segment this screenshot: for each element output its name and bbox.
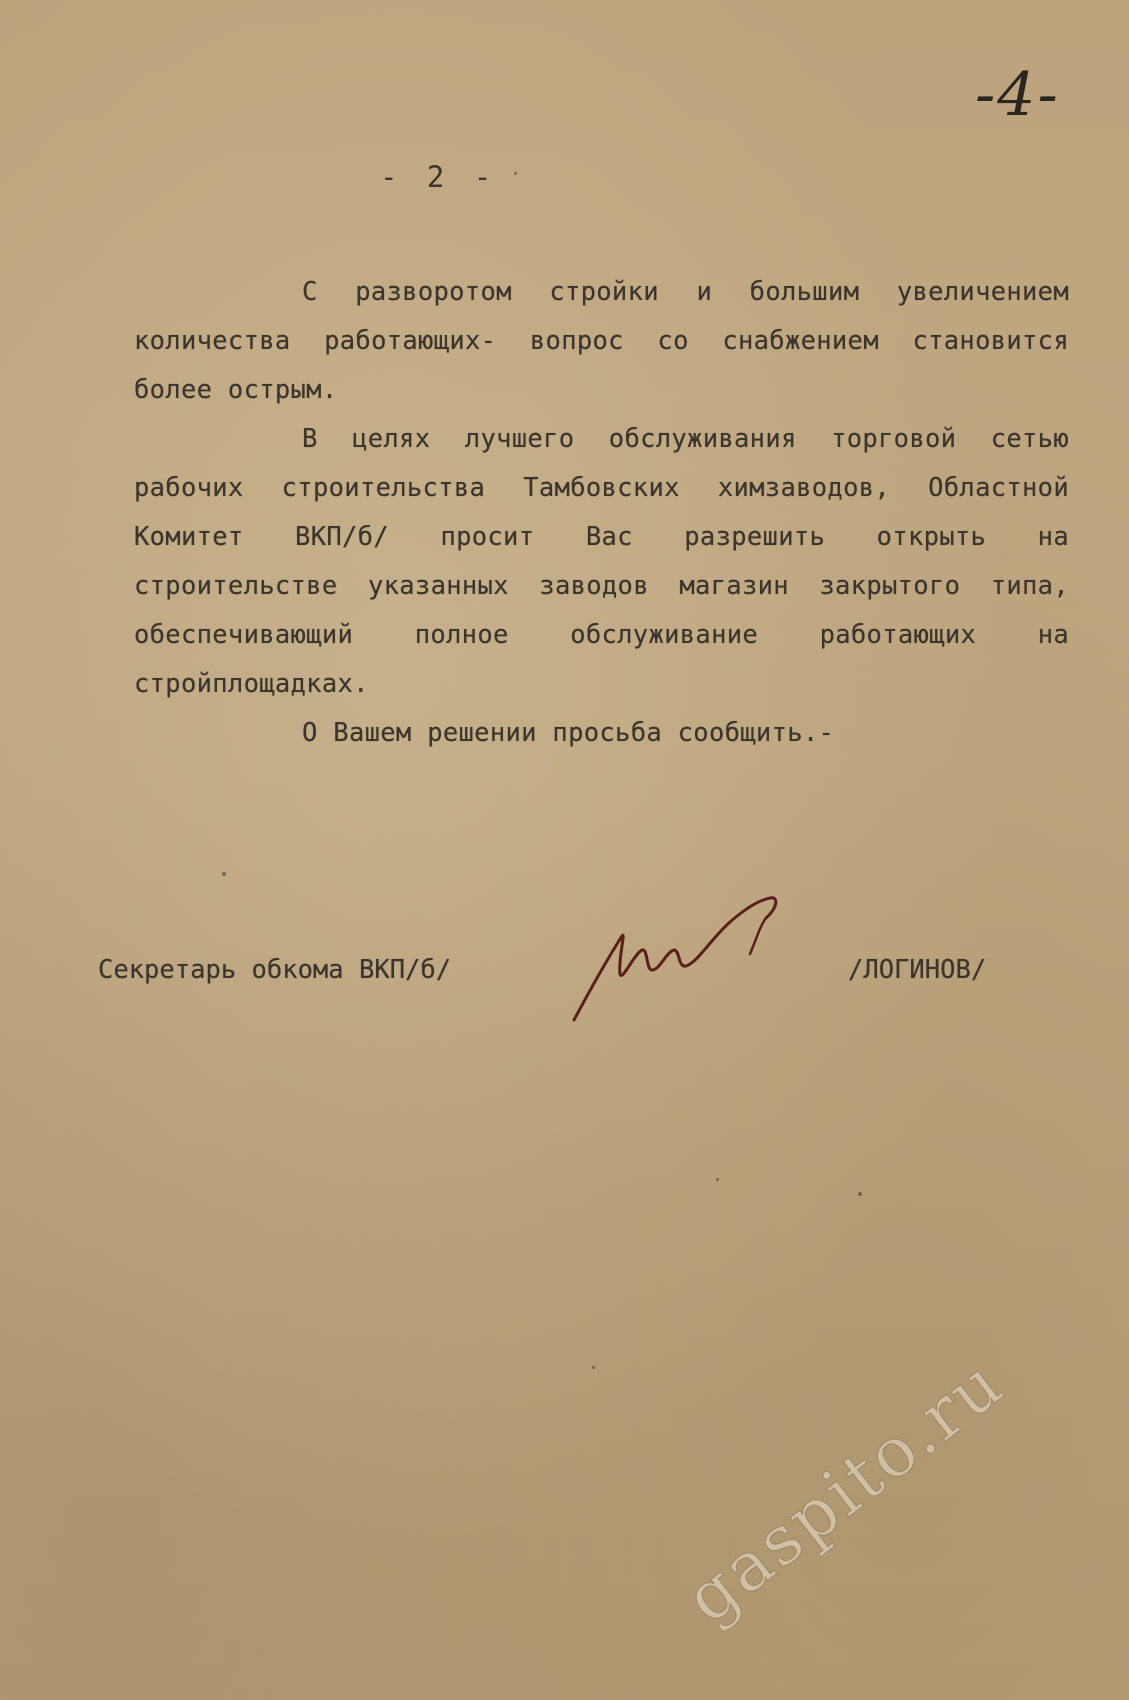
page-number: - 2 - [380, 160, 498, 194]
signatory-position: Секретарь обкома ВКП/б/ [98, 955, 452, 985]
paragraph: С разворотом стройки и большим увеличением количества работающих- вопрос со снабжением становится более острым. [134, 277, 1069, 405]
paper-speck [716, 1178, 719, 1181]
paragraph: О Вашем решении просьба сообщить.- [302, 718, 835, 748]
paper-speck [514, 172, 517, 175]
paper-speck [858, 1192, 862, 1196]
paragraph: В целях лучшего обслуживания торговой сетью рабочих строительства Тамбовских химзаводов, Областной Комитет ВКП/б/ просит Вас разрешить открыть на строительстве указанных заводов магазин закрытого типа, обеспечивающий полное обслуживание работающих на стройплощадках. [134, 424, 1069, 699]
watermark-logo: gaspito.ru [671, 1343, 1019, 1639]
paper-speck [222, 872, 226, 876]
letter-body [134, 268, 1069, 758]
handwritten-sheet-number: -4- [975, 60, 1060, 130]
signatory-name: /ЛОГИНОВ/ [848, 955, 987, 985]
paper-speck [592, 1366, 595, 1369]
handwritten-signature [560, 870, 800, 1030]
